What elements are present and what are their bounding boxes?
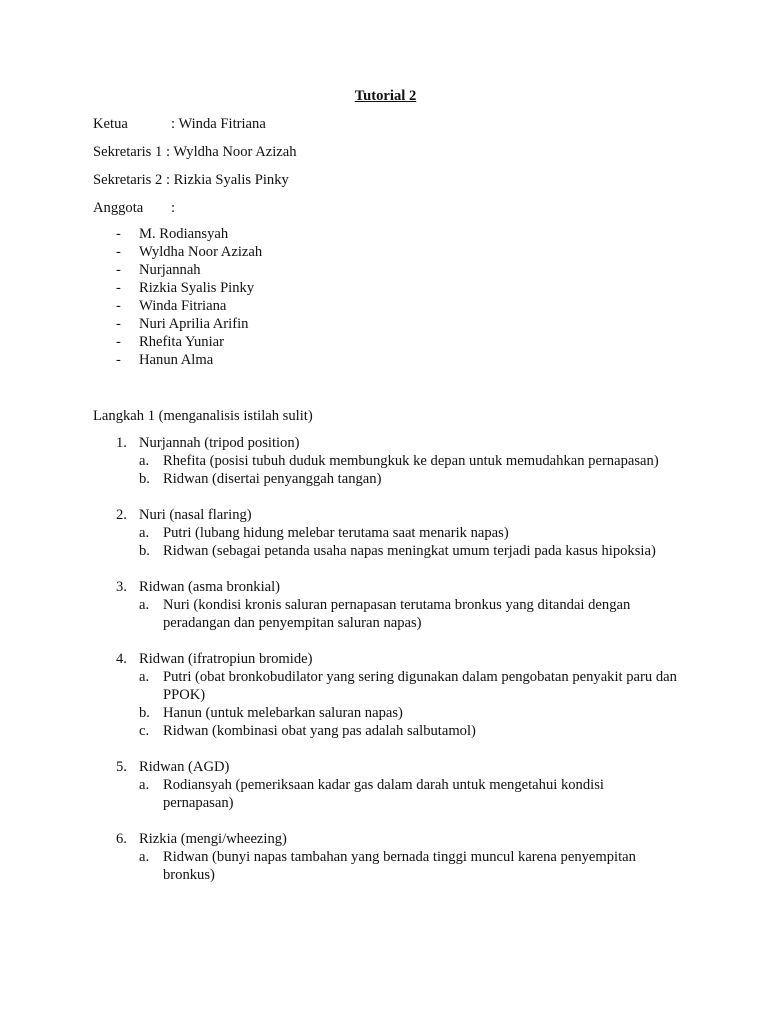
member-bullet: - [116,334,121,350]
sub-letter: a. [139,849,150,865]
sub-list [139,596,678,632]
step-item [93,578,678,632]
step-text: Ridwan (AGD) [139,759,230,775]
anggota-colon: : [171,200,176,216]
member-item [93,297,678,315]
member-bullet: - [116,316,121,332]
step-number: 1. [116,435,127,451]
step-item [93,650,678,740]
member-bullet: - [116,226,121,242]
member-item [93,279,678,297]
anggota-label: Anggota [93,200,144,216]
member-name: Rhefita Yuniar [139,334,224,350]
sub-letter: a. [139,525,150,541]
step-number: 4. [116,651,127,667]
sub-text: Ridwan (bunyi napas tambahan yang bernada tinggi muncul karena penyempitan bronkus) [163,849,636,883]
member-name: Nurjannah [139,262,201,278]
sub-item [139,776,678,812]
member-item [93,351,678,369]
step-item [93,506,678,560]
document-title: Tutorial 2 [354,88,417,104]
member-bullet: - [116,298,121,314]
sub-list [139,776,678,812]
ketua-line [93,115,678,133]
step-list [93,434,678,884]
step-text: Rizkia (mengi/wheezing) [139,831,287,847]
step-number: 3. [116,579,127,595]
sub-letter: b. [139,705,150,721]
sub-list [139,524,678,560]
sub-text: Ridwan (kombinasi obat yang pas adalah salbutamol) [163,723,476,739]
member-item [93,261,678,279]
sub-letter: b. [139,543,150,559]
sub-letter: a. [139,453,150,469]
step-item [93,434,678,488]
sub-letter: b. [139,471,150,487]
sub-item [139,542,678,560]
step-number: 6. [116,831,127,847]
step-text: Nurjannah (tripod position) [139,435,300,451]
member-bullet: - [116,262,121,278]
section-heading: Langkah 1 (menganalisis istilah sulit) [93,408,313,424]
sekretaris-1-line: Sekretaris 1 : Wyldha Noor Azizah [93,144,297,160]
sub-letter: a. [139,777,150,793]
step-number: 5. [116,759,127,775]
member-bullet: - [116,244,121,260]
sub-item [139,848,678,884]
sub-item [139,596,678,632]
member-name: M. Rodiansyah [139,226,229,242]
sub-letter: c. [139,723,150,739]
sub-item [139,524,678,542]
step-number: 2. [116,507,127,523]
sub-text: Hanun (untuk melebarkan saluran napas) [163,705,403,721]
sekretaris-2-line: Sekretaris 2 : Rizkia Syalis Pinky [93,172,289,188]
member-item [93,243,678,261]
step-text: Nuri (nasal flaring) [139,507,252,523]
sub-text: Rhefita (posisi tubuh duduk membungkuk ke depan untuk memudahkan pernapasan) [163,453,659,469]
sub-item [139,668,678,704]
ketua-label: Ketua [93,116,128,132]
step-text: Ridwan (ifratropiun bromide) [139,651,313,667]
member-name: Wyldha Noor Azizah [139,244,263,260]
sub-list [139,848,678,884]
sub-text: Putri (lubang hidung melebar terutama saat menarik napas) [163,525,509,541]
member-item [93,225,678,243]
sub-text: Ridwan (disertai penyanggah tangan) [163,471,382,487]
member-name: Hanun Alma [139,352,214,368]
step-item [93,758,678,812]
member-name: Winda Fitriana [139,298,227,314]
sub-text: Ridwan (sebagai petanda usaha napas meningkat umum terjadi pada kasus hipoksia) [163,543,656,559]
member-bullet: - [116,352,121,368]
member-name: Rizkia Syalis Pinky [139,280,255,296]
member-item [93,315,678,333]
member-name: Nuri Aprilia Arifin [139,316,249,332]
member-bullet: - [116,280,121,296]
sub-list [139,668,678,740]
anggota-line [93,199,678,217]
step-item [93,830,678,884]
ketua-value: : Winda Fitriana [171,116,266,132]
sub-letter: a. [139,669,150,685]
member-list [93,225,678,369]
step-text: Ridwan (asma bronkial) [139,579,281,595]
sub-item [139,470,678,488]
sub-item [139,722,678,740]
sub-letter: a. [139,597,150,613]
member-item [93,333,678,351]
sub-text: Nuri (kondisi kronis saluran pernapasan terutama bronkus yang ditandai dengan peradangan dan penyempitan saluran napas) [163,597,631,631]
sub-text: Putri (obat bronkobudilator yang sering digunakan dalam pengobatan penyakit paru dan PPOK) [163,669,677,703]
sub-text: Rodiansyah (pemeriksaan kadar gas dalam darah untuk mengetahui kondisi pernapasan) [163,777,604,811]
sub-list [139,452,678,488]
sub-item [139,452,678,470]
sub-item [139,704,678,722]
